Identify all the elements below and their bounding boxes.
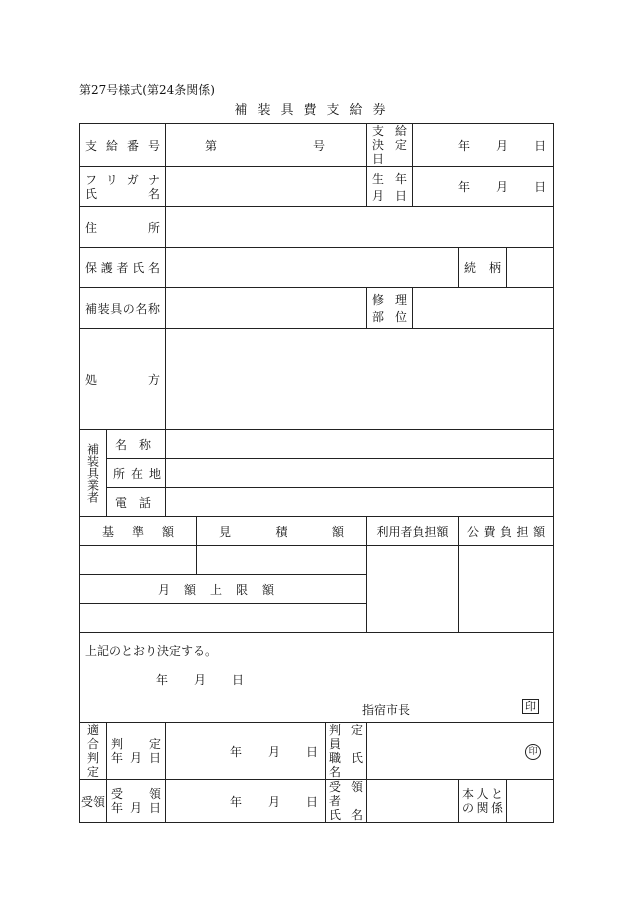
guardian-field[interactable] <box>166 248 459 288</box>
decision-statement: 上記のとおり決定する。 <box>85 644 218 658</box>
furigana-label: フリガナ 氏名 <box>80 167 166 207</box>
relation-field[interactable] <box>507 248 554 288</box>
name-field[interactable] <box>166 167 367 207</box>
birth-date-label: 生年月日 <box>367 167 413 207</box>
user-burden-field[interactable] <box>367 546 459 633</box>
month-unit: 月 <box>267 794 280 809</box>
receipt-date-label: 受領 年月日 <box>107 780 166 823</box>
prescription-field[interactable] <box>166 329 554 430</box>
payment-no-field[interactable] <box>166 124 367 167</box>
device-name-label: 補装具の名称 <box>80 288 166 329</box>
monthly-cap-field[interactable] <box>80 604 367 633</box>
receiver-name-label: 受領者 氏名 <box>326 780 367 823</box>
judge-name-field[interactable] <box>367 723 554 780</box>
vendor-phone-field[interactable] <box>166 488 554 517</box>
year-unit: 年 <box>458 138 471 153</box>
estimate-amount-header: 見積額 <box>197 517 367 546</box>
judge-name-label: 判定員 職氏名 <box>326 723 367 780</box>
decision-date-field[interactable] <box>413 124 554 167</box>
receipt-label: 受領 <box>80 780 107 823</box>
estimate-amount-field[interactable] <box>197 546 367 575</box>
vendor-name-field[interactable] <box>166 430 554 459</box>
standard-amount-header: 基準額 <box>80 517 197 546</box>
receiver-name-field[interactable] <box>367 780 459 823</box>
guardian-label: 保護者氏名 <box>80 248 166 288</box>
vendor-phone-label: 電話 <box>107 488 166 517</box>
month-unit: 月 <box>496 138 509 153</box>
year-unit: 年 <box>458 180 471 194</box>
relation-to-self-label: 本人と の関係 <box>459 780 507 823</box>
decision-block <box>80 633 554 723</box>
page-title: 補装具費支給券 <box>234 103 396 118</box>
year-unit: 年 <box>229 744 242 759</box>
address-label: 住所 <box>80 207 166 248</box>
relation-label: 続柄 <box>459 248 507 288</box>
day-unit: 日 <box>306 794 319 809</box>
month-unit: 月 <box>496 180 509 194</box>
vendor-location-field[interactable] <box>166 459 554 488</box>
judgment-date-field[interactable] <box>166 723 326 780</box>
monthly-cap-label: 月額上限額 <box>80 575 367 604</box>
year-unit: 年 <box>156 673 169 687</box>
birth-date-field[interactable] <box>413 167 554 207</box>
decision-date[interactable] <box>156 671 244 688</box>
prescription-label: 処方 <box>80 329 166 430</box>
month-unit: 月 <box>194 673 207 687</box>
public-burden-header: 公費負担額 <box>459 517 554 546</box>
vendor-name-label: 名称 <box>107 430 166 459</box>
vendor-group-label: 補装具業者 <box>80 430 107 517</box>
vendor-location-label: 所在地 <box>107 459 166 488</box>
device-name-field[interactable] <box>166 288 367 329</box>
fit-judgment-label: 適合判定 <box>80 723 107 780</box>
payment-no-label: 支給番号 <box>80 124 166 167</box>
mayor-title: 指宿市長 <box>362 703 411 717</box>
relation-to-self-field[interactable] <box>507 780 554 823</box>
day-unit: 日 <box>232 673 245 687</box>
payment-no-prefix: 第 <box>205 138 218 153</box>
day-unit: 日 <box>306 744 319 759</box>
year-unit: 年 <box>229 794 242 809</box>
receipt-date-field[interactable] <box>166 780 326 823</box>
standard-amount-field[interactable] <box>80 546 197 575</box>
decision-date-label: 支給 決定日 <box>367 124 413 167</box>
judgment-date-label: 判定 年月日 <box>107 723 166 780</box>
form-number: 第27号様式(第24条関係) <box>79 83 215 97</box>
user-burden-header: 利用者負担額 <box>367 517 459 546</box>
judge-seal-icon: 印 <box>525 744 541 760</box>
repair-part-field[interactable] <box>413 288 554 329</box>
day-unit: 日 <box>534 180 547 194</box>
month-unit: 月 <box>267 744 280 759</box>
voucher-form <box>79 123 554 823</box>
public-burden-field[interactable] <box>459 546 554 633</box>
repair-part-label: 修理部位 <box>367 288 413 329</box>
payment-no-suffix: 号 <box>313 138 326 153</box>
address-field[interactable] <box>166 207 554 248</box>
day-unit: 日 <box>534 138 547 153</box>
mayor-seal-icon: 印 <box>522 699 539 714</box>
